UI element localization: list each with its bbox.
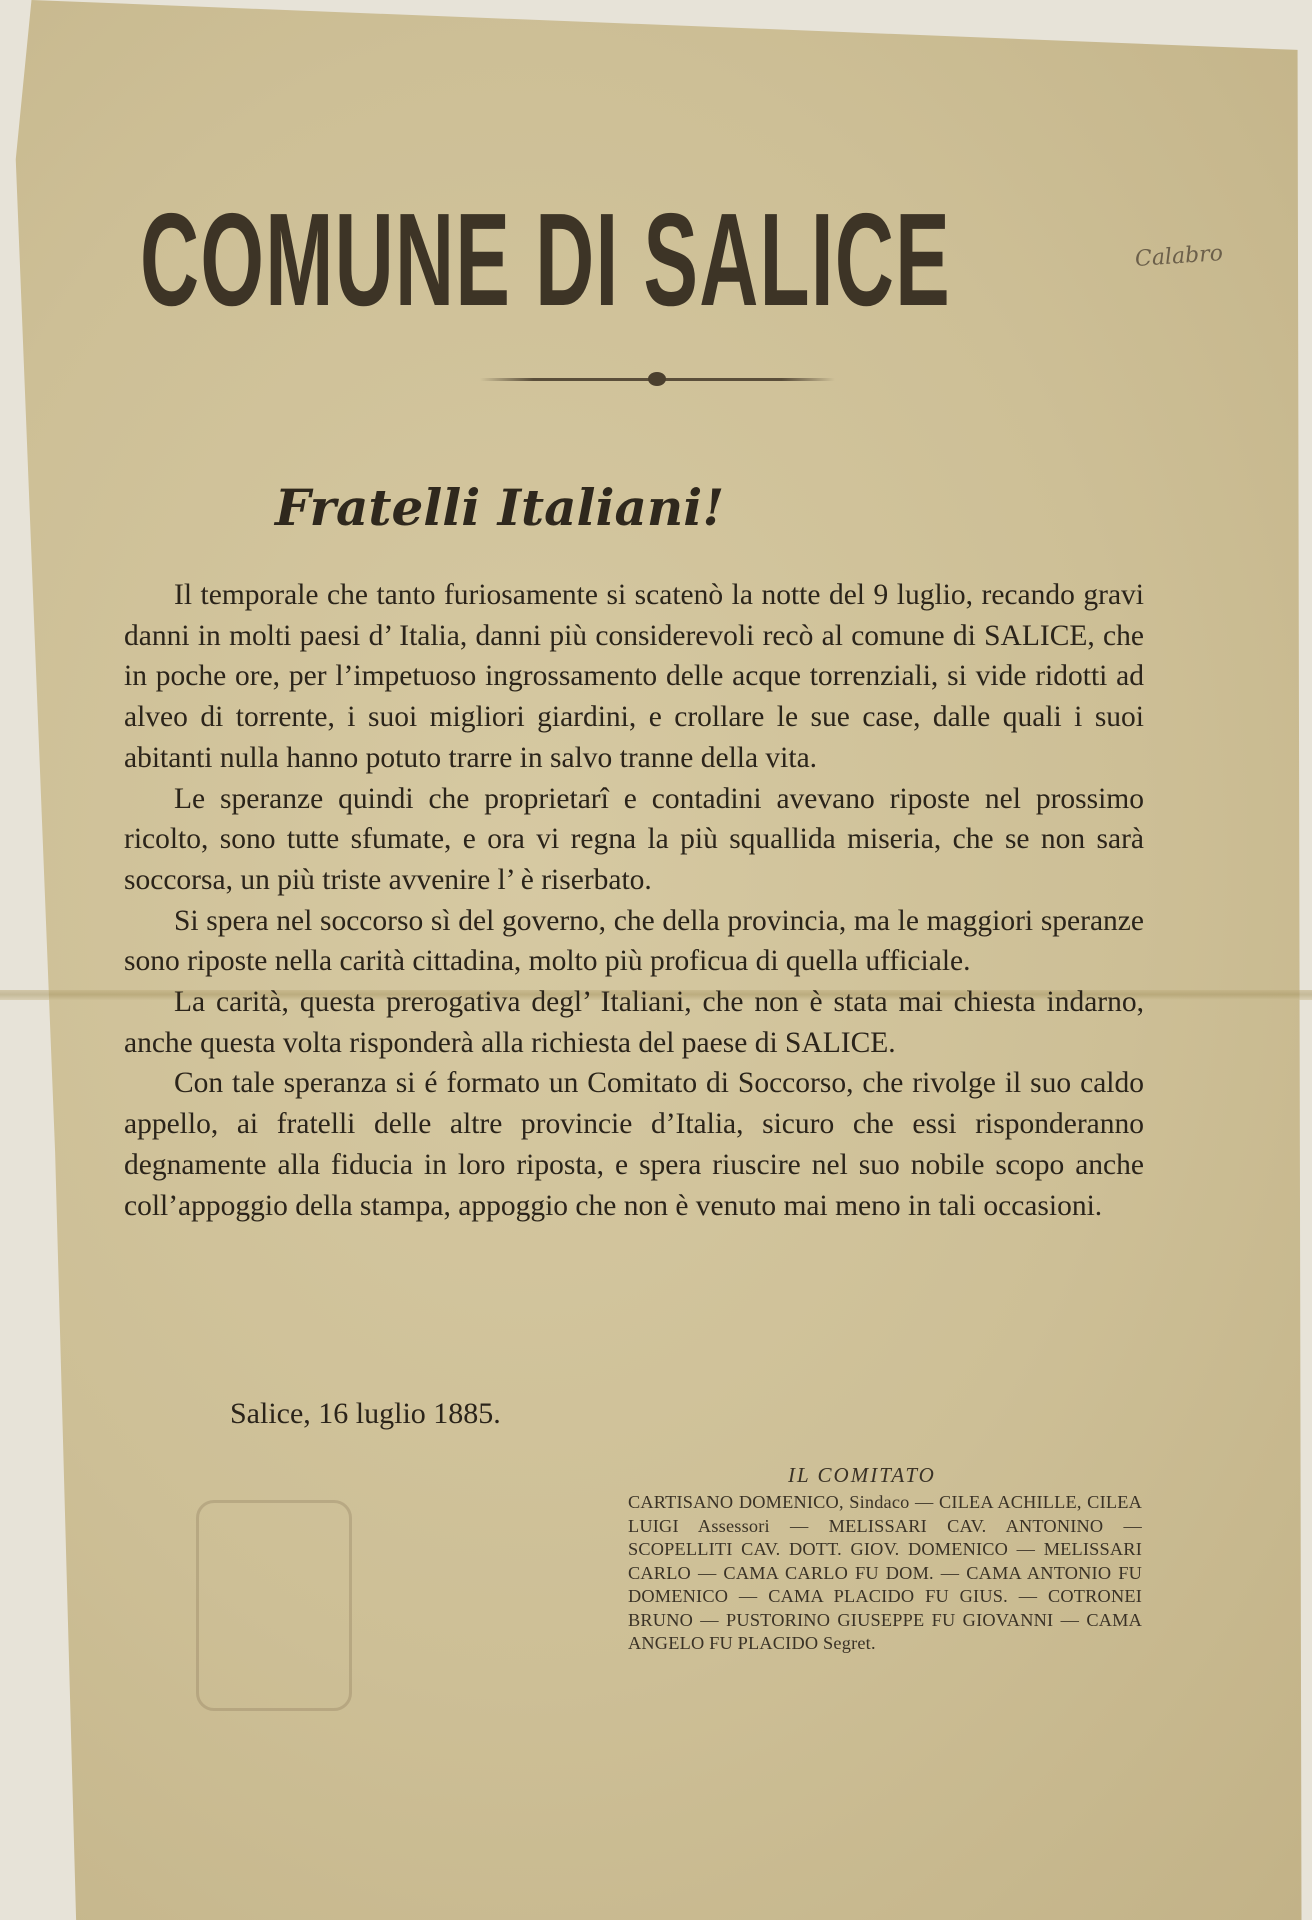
handwritten-margin-note: Calabro bbox=[1134, 240, 1224, 273]
paragraph: Le speranze quindi che proprietarî e contadini avevano riposte nel prossimo ricolto, sono tutte sfumate, e ora vi regna la più squallida miseria, che se non sarà soccorsa, un più triste avvenire l’ è riserbato. bbox=[124, 782, 1144, 896]
salutation: Fratelli Italiani! bbox=[275, 478, 725, 537]
paragraph: Con tale speranza si é formato un Comitato di Soccorso, che rivolge il suo caldo appello, ai fratelli delle altre provincie d’Italia, sicuro che essi risponderanno degnamente alla fiducia in loro riposta, e spera riuscire nel suo nobile scopo anche coll’appoggio della stampa, appoggio che non è venuto mai meno in tali occasioni. bbox=[124, 1067, 1144, 1222]
faded-stamp-icon bbox=[196, 1500, 352, 1711]
paragraph: Si spera nel soccorso sì del governo, che della provincia, ma le maggiori speranze sono riposte nella carità cittadina, molto più proficua di quella ufficiale. bbox=[124, 904, 1144, 978]
poster-title: COMUNE DI SALICE bbox=[140, 186, 951, 333]
paragraph: Il temporale che tanto furiosamente si scatenò la notte del 9 luglio, recando gravi danni in molti paesi d’ Italia, danni più considerevoli recò al comune di SALICE, che in poche ore, per l’impetuoso ingrossamento delle acque torrenziali, si vide ridotti ad alveo di torrente, i suoi migliori giardini, e crollare le sue case, dalle quali i suoi abitanti nulla hanno potuto trarre in salvo tranne della vita. bbox=[124, 579, 1144, 774]
committee-members: CARTISANO DOMENICO, Sindaco — CILEA ACHILLE, CILEA LUIGI Assessori — MELISSARI CAV. ANTONINO — SCOPELLITI CAV. DOTT. GIOV. DOMENICO — MELISSARI CARLO — CAMA CARLO FU DOM. — CAMA ANTONIO FU DOMENICO — CAMA PLACIDO FU GIUS. — COTRONEI BRUNO — PUSTORINO GIUSEPPE FU GIOVANNI — CAMA ANGELO FU PLACIDO Segret. bbox=[628, 1492, 1142, 1653]
committee-heading: IL COMITATO bbox=[788, 1463, 936, 1487]
paragraph: La carità, questa prerogativa degl’ Italiani, che non è stata mai chiesta indarno, anche questa volta risponderà alla richiesta del paese di SALICE. bbox=[124, 986, 1144, 1059]
ornament-icon bbox=[648, 372, 666, 386]
appeal-body bbox=[124, 575, 1144, 1226]
date-line: Salice, 16 luglio 1885. bbox=[230, 1397, 501, 1430]
